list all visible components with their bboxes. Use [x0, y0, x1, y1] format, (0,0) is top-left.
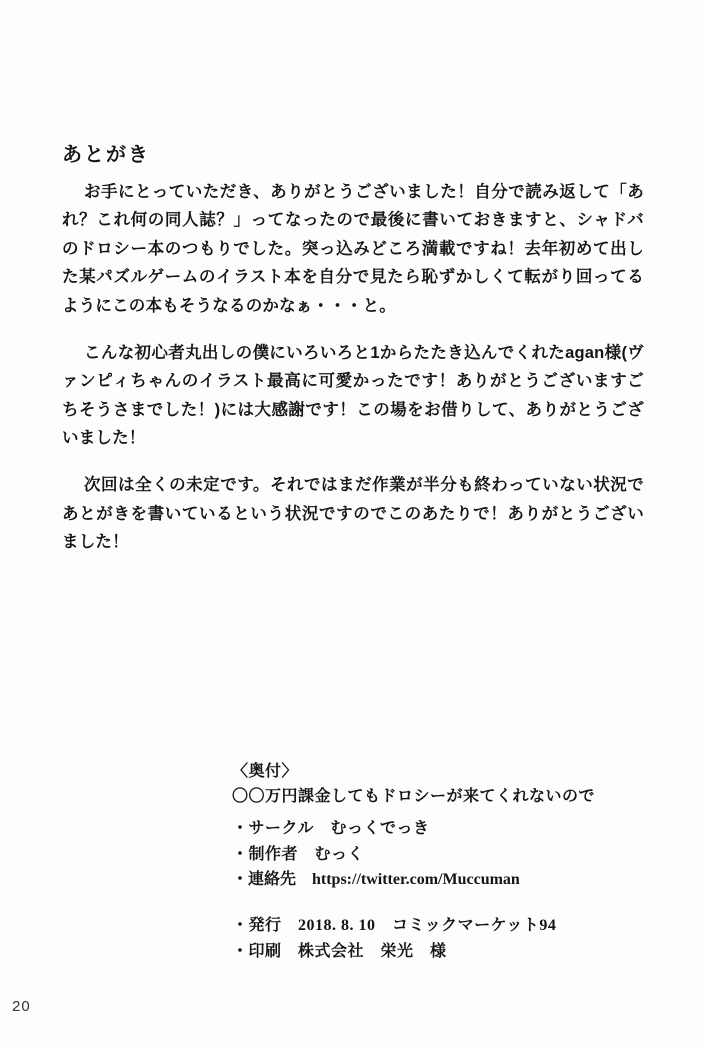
colophon-work-title: 〇〇万円課金してもドロシーが来てくれないので: [232, 787, 596, 805]
afterword-paragraph: お手にとっていただき、ありがとうございました！自分で読み返して「あれ？これ何の同人誌？」ってなったので最後に書いておきますと、シャドバのドロシー本のつもりでした。突っ込みどころ満載ですね！去年初めて出した某パズルゲームのイラスト本を自分で見たら恥ずかしくて転がり回ってるようにこの本もそうなるのかなぁ・・・と。: [62, 183, 644, 315]
colophon-block: [232, 760, 652, 965]
afterword-body: [62, 178, 644, 557]
colophon-circle-line: ・サークル むっくでっき: [232, 819, 430, 837]
colophon-spacer: [232, 893, 652, 913]
colophon-publication-line: ・発行 2018. 8. 10 コミックマーケット94: [232, 917, 557, 935]
colophon-heading: 〈奥付〉: [232, 763, 299, 780]
afterword-paragraph: 次回は全くの未定です。それではまだ作業が半分も終わっていない状況であとがきを書いているという状況ですのでこのあたりで！ありがとうございました！: [62, 476, 644, 552]
colophon-contact-line[interactable]: ・連絡先 https://twitter.com/Muccuman: [232, 871, 520, 889]
colophon-author-line: ・制作者 むっく: [232, 845, 365, 863]
afterword-heading: あとがき: [62, 144, 150, 166]
afterword-paragraph: こんな初心者丸出しの僕にいろいろと1からたたき込んでくれたagan様(ヴァンピィちゃんのイラスト最高に可愛かったです！ありがとうございますごちそうさまでした！)には大感謝です！この場をお借りして、ありがとうございました！: [62, 343, 644, 447]
page-number: 20: [12, 998, 31, 1015]
colophon-printer-line: ・印刷 株式会社 栄光 様: [232, 943, 447, 961]
